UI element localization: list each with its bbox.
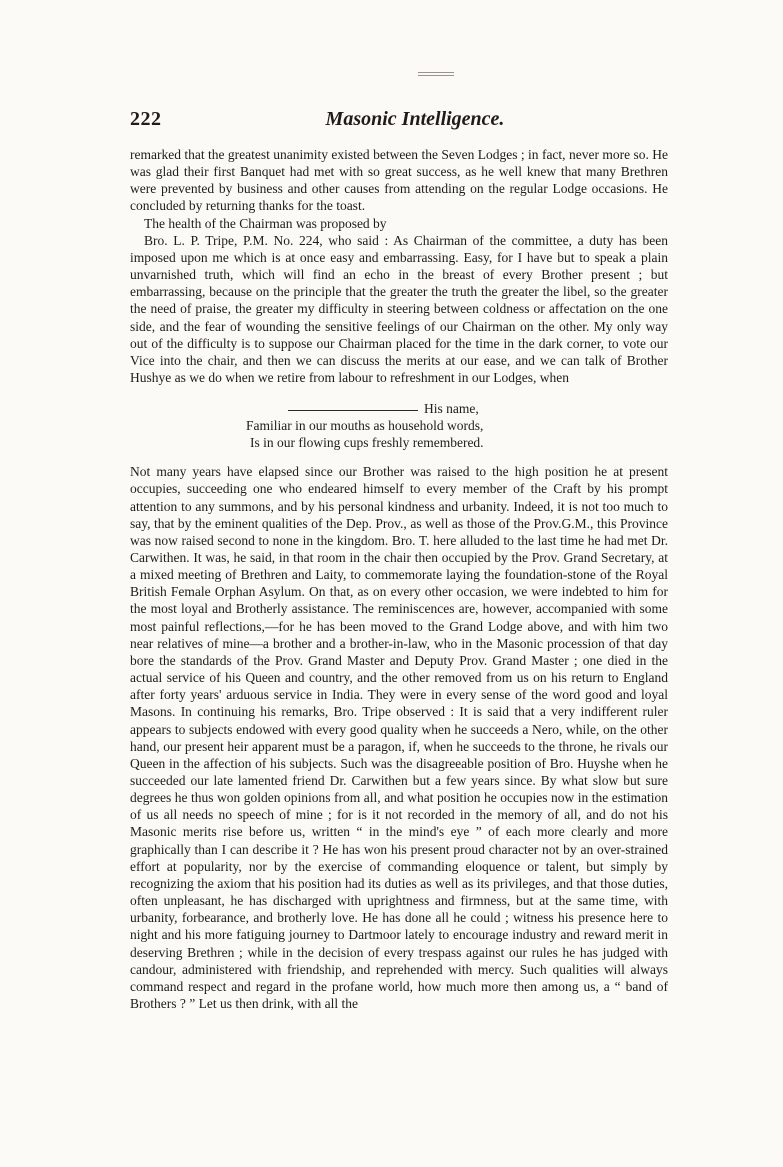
verse-line bbox=[130, 400, 668, 417]
verse-line: Familiar in our mouths as household words, bbox=[246, 418, 484, 434]
verse-line: Is in our flowing cups freshly remembered. bbox=[250, 435, 484, 451]
article-body bbox=[130, 146, 668, 1012]
page-number: 222 bbox=[130, 108, 162, 130]
paragraph: remarked that the greatest unanimity existed between the Seven Lodges ; in fact, never more so. He was glad their first Banquet had met with so great success, as he well knew that many Brethren were prevented by business and other causes from attending on the regular Lodge occasions. He concluded by returning thanks for the toast. bbox=[130, 147, 668, 214]
verse-text: His name, bbox=[424, 401, 479, 417]
running-title: Masonic Intelligence. bbox=[325, 108, 505, 130]
verse-dash-rule bbox=[288, 410, 418, 411]
paragraph: The health of the Chairman was proposed by bbox=[144, 215, 387, 231]
top-ornament bbox=[418, 72, 454, 76]
paragraph: Not many years have elapsed since our Brother was raised to the high position he at present occupies, succeeding one who endeared himself to every member of the Craft by his prompt attention to any summons, and by his personal kindness and urbanity. Indeed, it is not too much to say, that by the eminent qualities of the Dep. Prov., as well as those of the Prov.G.M., this Province was now raised second to none in the kingdom. Bro. T. here alluded to the last time he had met Dr. Carwithen. It was, he said, in that room in the chair then occupied by the Prov. Grand Secretary, at a mixed meeting of Brethren and Laity, to commemorate laying the foundation-stone of the Royal British Female Orphan Asylum. On that, as on every other occasion, we were indebted to him for the most loyal and Brotherly assistance. The reminiscences are, however, accompanied with some most painful reflections,—for he has been moved to the Grand Lodge above, and with him two near relatives of mine—a brother and a brother-in-law, who in the Masonic procession of that day bore the standards of the Prov. Grand Master and Deputy Prov. Grand Master ; one died in the actual service of his Queen and country, and the other removed from us on his return to England after forty years' arduous service in India. They were in every sense of the word good and loyal Masons. In continuing his remarks, Bro. Tripe observed : It is said that a very indifferent ruler appears to subjects endowed with every good quality when he succeeds a Nero, while, on the other hand, our present heir apparent must be a paragon, if, when he succeeds to the throne, he rivals our Queen in the affection of his subjects. Such was the disagreeable position of Bro. Huyshe when he succeeded our late lamented friend Dr. Carwithen but a few years since. By what slow but sure degrees he thus won golden opinions from all, and what position he occupies now in the estimation of us all needs no speech of mine ; for is it not recorded in the memory of all, and do not his Masonic merits rise before us, written “ in the mind's eye ” of each more clearly and more graphically than I can describe it ? He has won his present proud character not by an over-strained effort at popularity, nor by the exercise of commanding eloquence or talent, but simply by recognizing the axiom that his position had its duties as well as its privileges, and that those duties, often unpleasant, he has discharged with uprightness and firmness, but at the same time, with urbanity, forbearance, and brotherly love. He has done all he could ; witness his presence here to night and his more fatiguing journey to Dartmoor lately to encourage industry and reward merit in deserving Brethren ; while in the decision of every trespass against our rules he has judged with candour, administered with friendship, and reprehended with mercy. Such qualities will always command respect and regard in the profane world, how much more then among us, a “ band of Brothers ? ” Let us then drink, with all the bbox=[130, 464, 668, 1012]
quoted-verse bbox=[130, 400, 668, 451]
paragraph: Bro. L. P. Tripe, P.M. No. 224, who said : As Chairman of the committee, a duty has been imposed upon me which is at once easy and embarrassing. Easy, for I have but to speak a plain unvarnished truth, which will find an echo in the breast of every Brother present ; but embarrassing, because on the principle that the greater the truth the greater the libel, so the greater the need of praise, the greater my difficulty in steering between coldness or affectation on the one side, and the fear of wounding the sensitive feelings of our Chairman on the other. My only way out of the difficulty is to suppose our Chairman placed for the time in the dark corner, to vote our Vice into the chair, and then we can discuss the merits at our ease, and we can talk of Brother Hushye as we do when we retire from labour to refreshment in our Lodges, when bbox=[130, 232, 668, 386]
page-header bbox=[130, 108, 670, 138]
